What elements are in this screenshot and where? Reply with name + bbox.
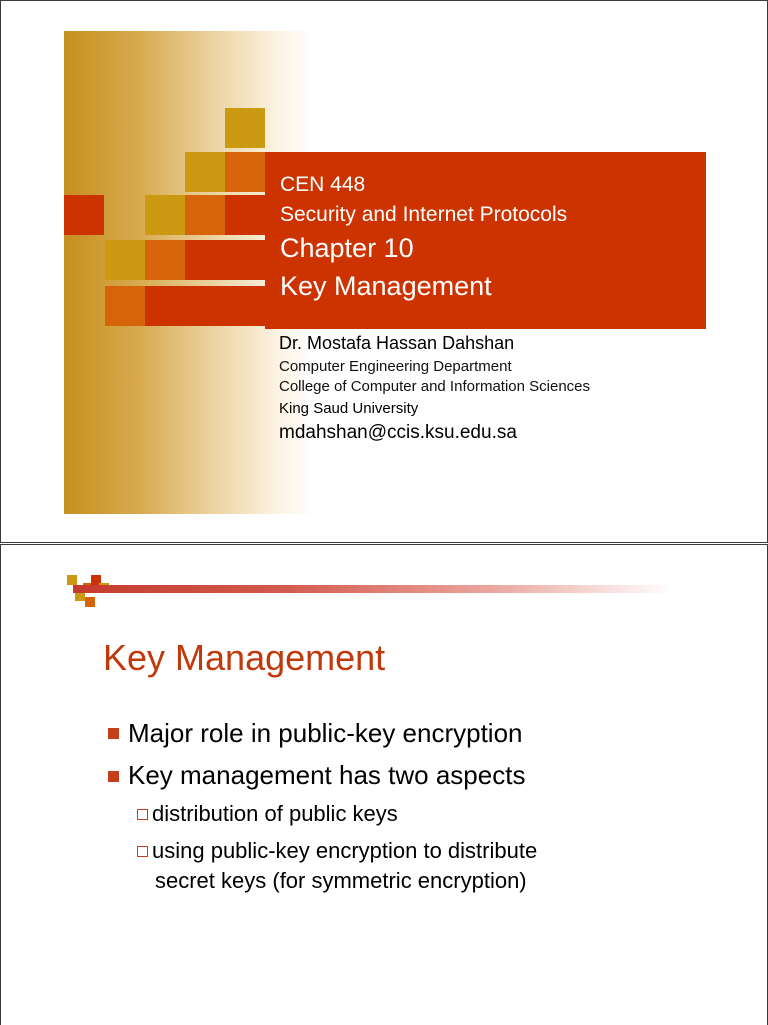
course-code: CEN 448	[280, 173, 366, 196]
bullet-item: Key management has two aspects	[128, 760, 526, 790]
decor-tile	[225, 286, 265, 326]
bullet-marker	[108, 771, 119, 782]
college: College of Computer and Information Sciences	[279, 378, 591, 395]
sub-bullet-item: using public-key encryption to distribute	[152, 838, 538, 863]
decor-tile	[67, 575, 77, 585]
decor-tile	[64, 195, 104, 235]
university: King Saud University	[279, 400, 419, 417]
author-email: mdahshan@ccis.ksu.edu.sa	[279, 422, 517, 443]
decor-tile	[185, 240, 225, 280]
chapter-heading: Chapter 10	[280, 233, 414, 263]
sub-bullet-item: distribution of public keys	[152, 801, 398, 826]
department: Computer Engineering Department	[279, 358, 512, 375]
author-name: Dr. Mostafa Hassan Dahshan	[279, 333, 515, 353]
decor-tile	[185, 286, 225, 326]
slide-title: Key Management	[103, 637, 386, 678]
decor-tile	[225, 240, 265, 280]
decor-tile	[105, 286, 145, 326]
sub-bullet-continuation: secret keys (for symmetric encryption)	[155, 868, 527, 893]
course-name: Security and Internet Protocols	[280, 203, 568, 226]
content-slide	[0, 544, 768, 1025]
decor-tile	[225, 195, 265, 235]
decor-tile	[145, 195, 185, 235]
sub-bullet-marker	[137, 846, 148, 857]
decor-tile	[185, 152, 225, 192]
decor-tile	[225, 108, 265, 148]
decor-tile	[85, 597, 95, 607]
chapter-topic: Key Management	[280, 271, 492, 301]
header-rule	[73, 585, 673, 593]
decor-tile	[185, 195, 225, 235]
sub-bullet-marker	[137, 809, 148, 820]
decor-tile	[225, 152, 265, 192]
bullet-item: Major role in public-key encryption	[128, 718, 523, 748]
decor-tile	[145, 240, 185, 280]
decor-tile	[105, 240, 145, 280]
bullet-marker	[108, 728, 119, 739]
decor-tile	[145, 286, 185, 326]
